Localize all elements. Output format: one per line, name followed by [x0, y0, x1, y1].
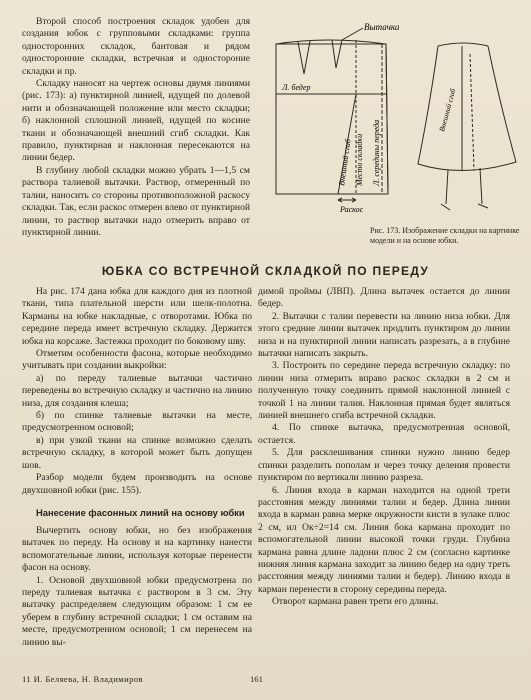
- page-number: 161: [250, 674, 263, 684]
- paragraph: димой проймы (ЛВП). Длина вытачек остается до линии бедер.: [258, 286, 510, 310]
- left-column: [22, 286, 252, 649]
- paragraph: В глубину любой складки можно убрать 1—1,5 см раствора талиевой вытачки. Раствор, отмеренный по талии, наносить со стороны противоположной раскосу складки. Так, если раскос отмерен влево от пунктирной линии, то раствор вытачки надо отмерить вправо от пунктирной линии.: [22, 164, 250, 238]
- front-middle-label: Л. середины переда: [372, 119, 381, 186]
- paragraph: Разбор модели будем производить на основе двухшовной юбки (рис. 155).: [22, 472, 252, 496]
- top-left-text: [22, 16, 250, 239]
- fold-place-label: Место складки: [355, 133, 364, 186]
- waist-line: [276, 40, 386, 44]
- paragraph: Второй способ построения складок удобен для создания юбок с групповыми складками: группа односторонних складок, бантовая и рядом односторонние складки, встречная и одностороние складки и пр.: [22, 16, 250, 77]
- outer-fold-label: Внешний сгиб: [337, 138, 353, 187]
- raskos-label: Раскос: [340, 205, 364, 214]
- vytachka-label: Вытачка: [364, 22, 400, 32]
- skirt-fold-label: Внешний сгиб: [437, 87, 458, 133]
- right-column: [258, 286, 510, 609]
- figure-caption: Рис. 173. Изображение складки на картинке модели и на основе юбки.: [370, 226, 520, 245]
- paragraph: Складку наносят на чертеж основы двумя линиями (рис. 173): а) пунктирной линией, идущей по долевой нити и обозначающей положение или место складки; б) наклонной сплошной линией, идущей по косине ткани и обозначающей внешний сгиб складки. Как правило, пунктирная и наклонная пересекаются на линии бедер.: [22, 78, 250, 164]
- skirt-fold-dashed: [470, 54, 474, 170]
- paragraph: 4. По спинке вытачка, предусмотренная основой, остается.: [258, 422, 510, 446]
- paragraph: 2. Вытачки с талии перевести на линию низа юбки. Для этого средние линии вытачек продлить пунктиром до линии низа и на пунктирной линии написать разрезать, а в глубине вытачки написать закрыть.: [258, 310, 510, 360]
- paragraph: 6. Линия входа в карман находится на одной трети расстояния между линиями талии и бедер. Длина линии входа в карман равна мерке окружности кисти в зулаке плюс 2 см, ил Ок÷2=14 см. Линия бока кармана проходит по вспомогательной линии высокой точки груди. Глубина кармана равна длине ладони плюс 2 см (согласно картинке нижняя линия кармана заходит за линию бедер на одну треть расстояния между линиями талии и бедер). Линию входа в карман перенести в сторону середины переда.: [258, 484, 510, 595]
- footer-authors: 11 И. Беляева, Н. Владимиров: [22, 674, 143, 684]
- side-line: [386, 44, 388, 194]
- paragraph: б) по спинке талиевые вытачки на месте, предусмотренном основой;: [22, 410, 252, 434]
- paragraph: 3. Построить по середине переда встречную складку: по линии низа отмерить вправо раскос складки в 2 см и полученную точку соединить прямой наклонной линией с точкой 1 на линии талия. Наклонная прямая будет являться линией внешнего сгиба встречной складки.: [258, 360, 510, 422]
- skirt-pattern-drawing: [258, 14, 526, 222]
- paragraph: 5. Для расклешивания спинки нужно линию бедер спинки разделить пополам и через точку деления провести пунктиром по вертикали линию разреза.: [258, 447, 510, 484]
- section-title: ЮБКА СО ВСТРЕЧНОЙ СКЛАДКОЙ ПО ПЕРЕДУ: [101, 264, 430, 278]
- paragraph: Отворот кармана равен трети его длины.: [272, 596, 439, 608]
- paragraph: а) по переду талиевые вытачки частично переведены во встречную складку и частично на линию низа, для создания клеша;: [22, 372, 252, 409]
- skirt-model-sketch: [418, 43, 516, 210]
- paragraph: Вычертить основу юбки, но без изображения вытачек по переду. На основу и на картинку нанести вспомогательные линии, используя которые перенести фасон на основу.: [22, 524, 252, 574]
- paragraph: На рис. 174 дана юбка для каждого дня из плотной ткани, типа плательной шерсти или шелк-полотна. Карманы на юбке накладные, с отворотами. Юбка по середине переда имеет встречную складку. Держится юбка на корсаже. Застежка проходит по боковому шву.: [22, 286, 252, 347]
- feet: [441, 204, 488, 210]
- dart-line: [298, 41, 310, 74]
- skirt-waist: [438, 43, 488, 46]
- paragraph: 1. Основой двухшовной юбки предусмотрена по переду талиевая вытачка с раствором в 3 см. Эту вытачку распределяем следующим образом: 1 см ее уберем в глубину встречной складки; 1 см оставим на месте, предусмотренном основой; 1 см перенесем на линию вы-: [22, 574, 252, 648]
- skirt-silhouette: [418, 46, 516, 171]
- hip-label: Л. бедер: [282, 83, 311, 92]
- figure-173: [258, 14, 526, 222]
- paragraph: в) при узкой ткани на спинке возможно сделать встречную складку, в которой может быть допущен шов.: [22, 434, 252, 471]
- paragraph: Отметим особенности фасона, которые необходимо учитывать при создании выкройки:: [22, 348, 252, 372]
- legs: [446, 168, 482, 204]
- arrow-line: [342, 28, 363, 40]
- subheading: Нанесение фасонных линий на основу юбки: [36, 506, 245, 518]
